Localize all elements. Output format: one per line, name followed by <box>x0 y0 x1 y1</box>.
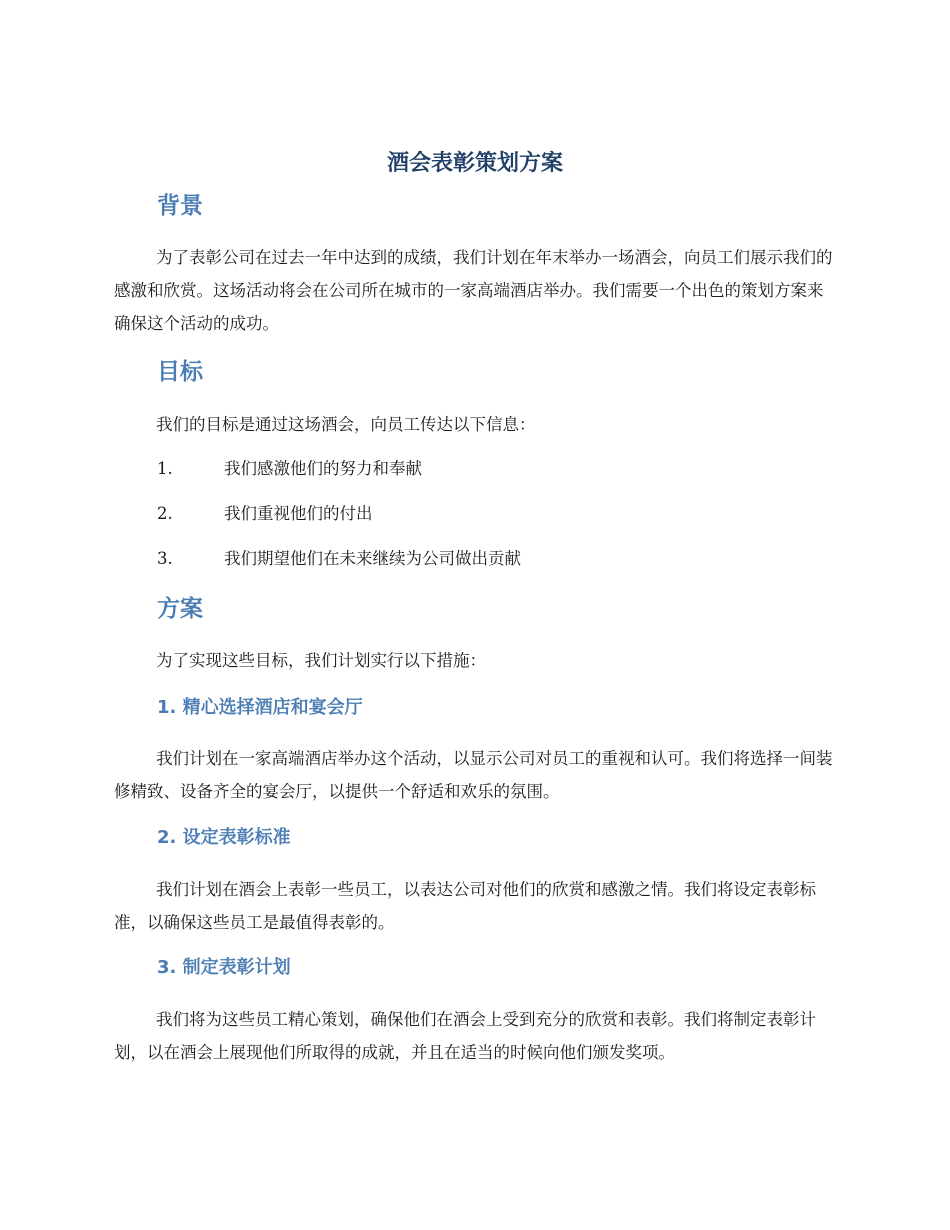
subsection-heading-venue: 1. 精心选择酒店和宴会厅 <box>157 697 363 718</box>
goals-intro: 我们的目标是通过这场酒会，向员工传达以下信息： <box>156 415 536 434</box>
goal-list-item <box>157 545 837 573</box>
list-text: 我们重视他们的付出 <box>224 504 373 523</box>
section-heading-background: 背景 <box>157 193 203 219</box>
goal-list-item <box>157 500 837 528</box>
section-heading-plan: 方案 <box>157 596 203 622</box>
subsection-heading-criteria: 2. 设定表彰标准 <box>157 827 291 848</box>
list-text: 我们感激他们的努力和奉献 <box>224 459 422 478</box>
background-paragraph: 为了表彰公司在过去一年中达到的成绩，我们计划在年末举办一场酒会，向员工们展示我们的感激和欣赏。这场活动将会在公司所在城市的一家高端酒店举办。我们需要一个出色的策划方案来确保这个活动的成功。 <box>114 248 833 333</box>
list-text: 我们期望他们在未来继续为公司做出贡献 <box>224 549 521 568</box>
criteria-paragraph: 我们计划在酒会上表彰一些员工，以表达公司对他们的欣赏和感激之情。我们将设定表彰标准，以确保这些员工是最值得表彰的。 <box>114 880 816 932</box>
list-number: 2. <box>157 504 173 523</box>
goal-list-item <box>157 455 837 483</box>
award-plan-paragraph: 我们将为这些员工精心策划，确保他们在酒会上受到充分的欣赏和表彰。我们将制定表彰计划，以在酒会上展现他们所取得的成就，并且在适当的时候向他们颁发奖项。 <box>114 1010 816 1062</box>
list-number: 3. <box>157 549 173 568</box>
list-number: 1. <box>157 459 173 478</box>
subsection-heading-award-plan: 3. 制定表彰计划 <box>157 957 291 978</box>
document-title: 酒会表彰策划方案 <box>386 151 563 176</box>
plan-intro: 为了实现这些目标，我们计划实行以下措施： <box>156 651 486 670</box>
section-heading-goals: 目标 <box>157 359 203 385</box>
venue-paragraph: 我们计划在一家高端酒店举办这个活动，以显示公司对员工的重视和认可。我们将选择一间装修精致、设备齐全的宴会厅，以提供一个舒适和欢乐的氛围。 <box>114 749 833 801</box>
